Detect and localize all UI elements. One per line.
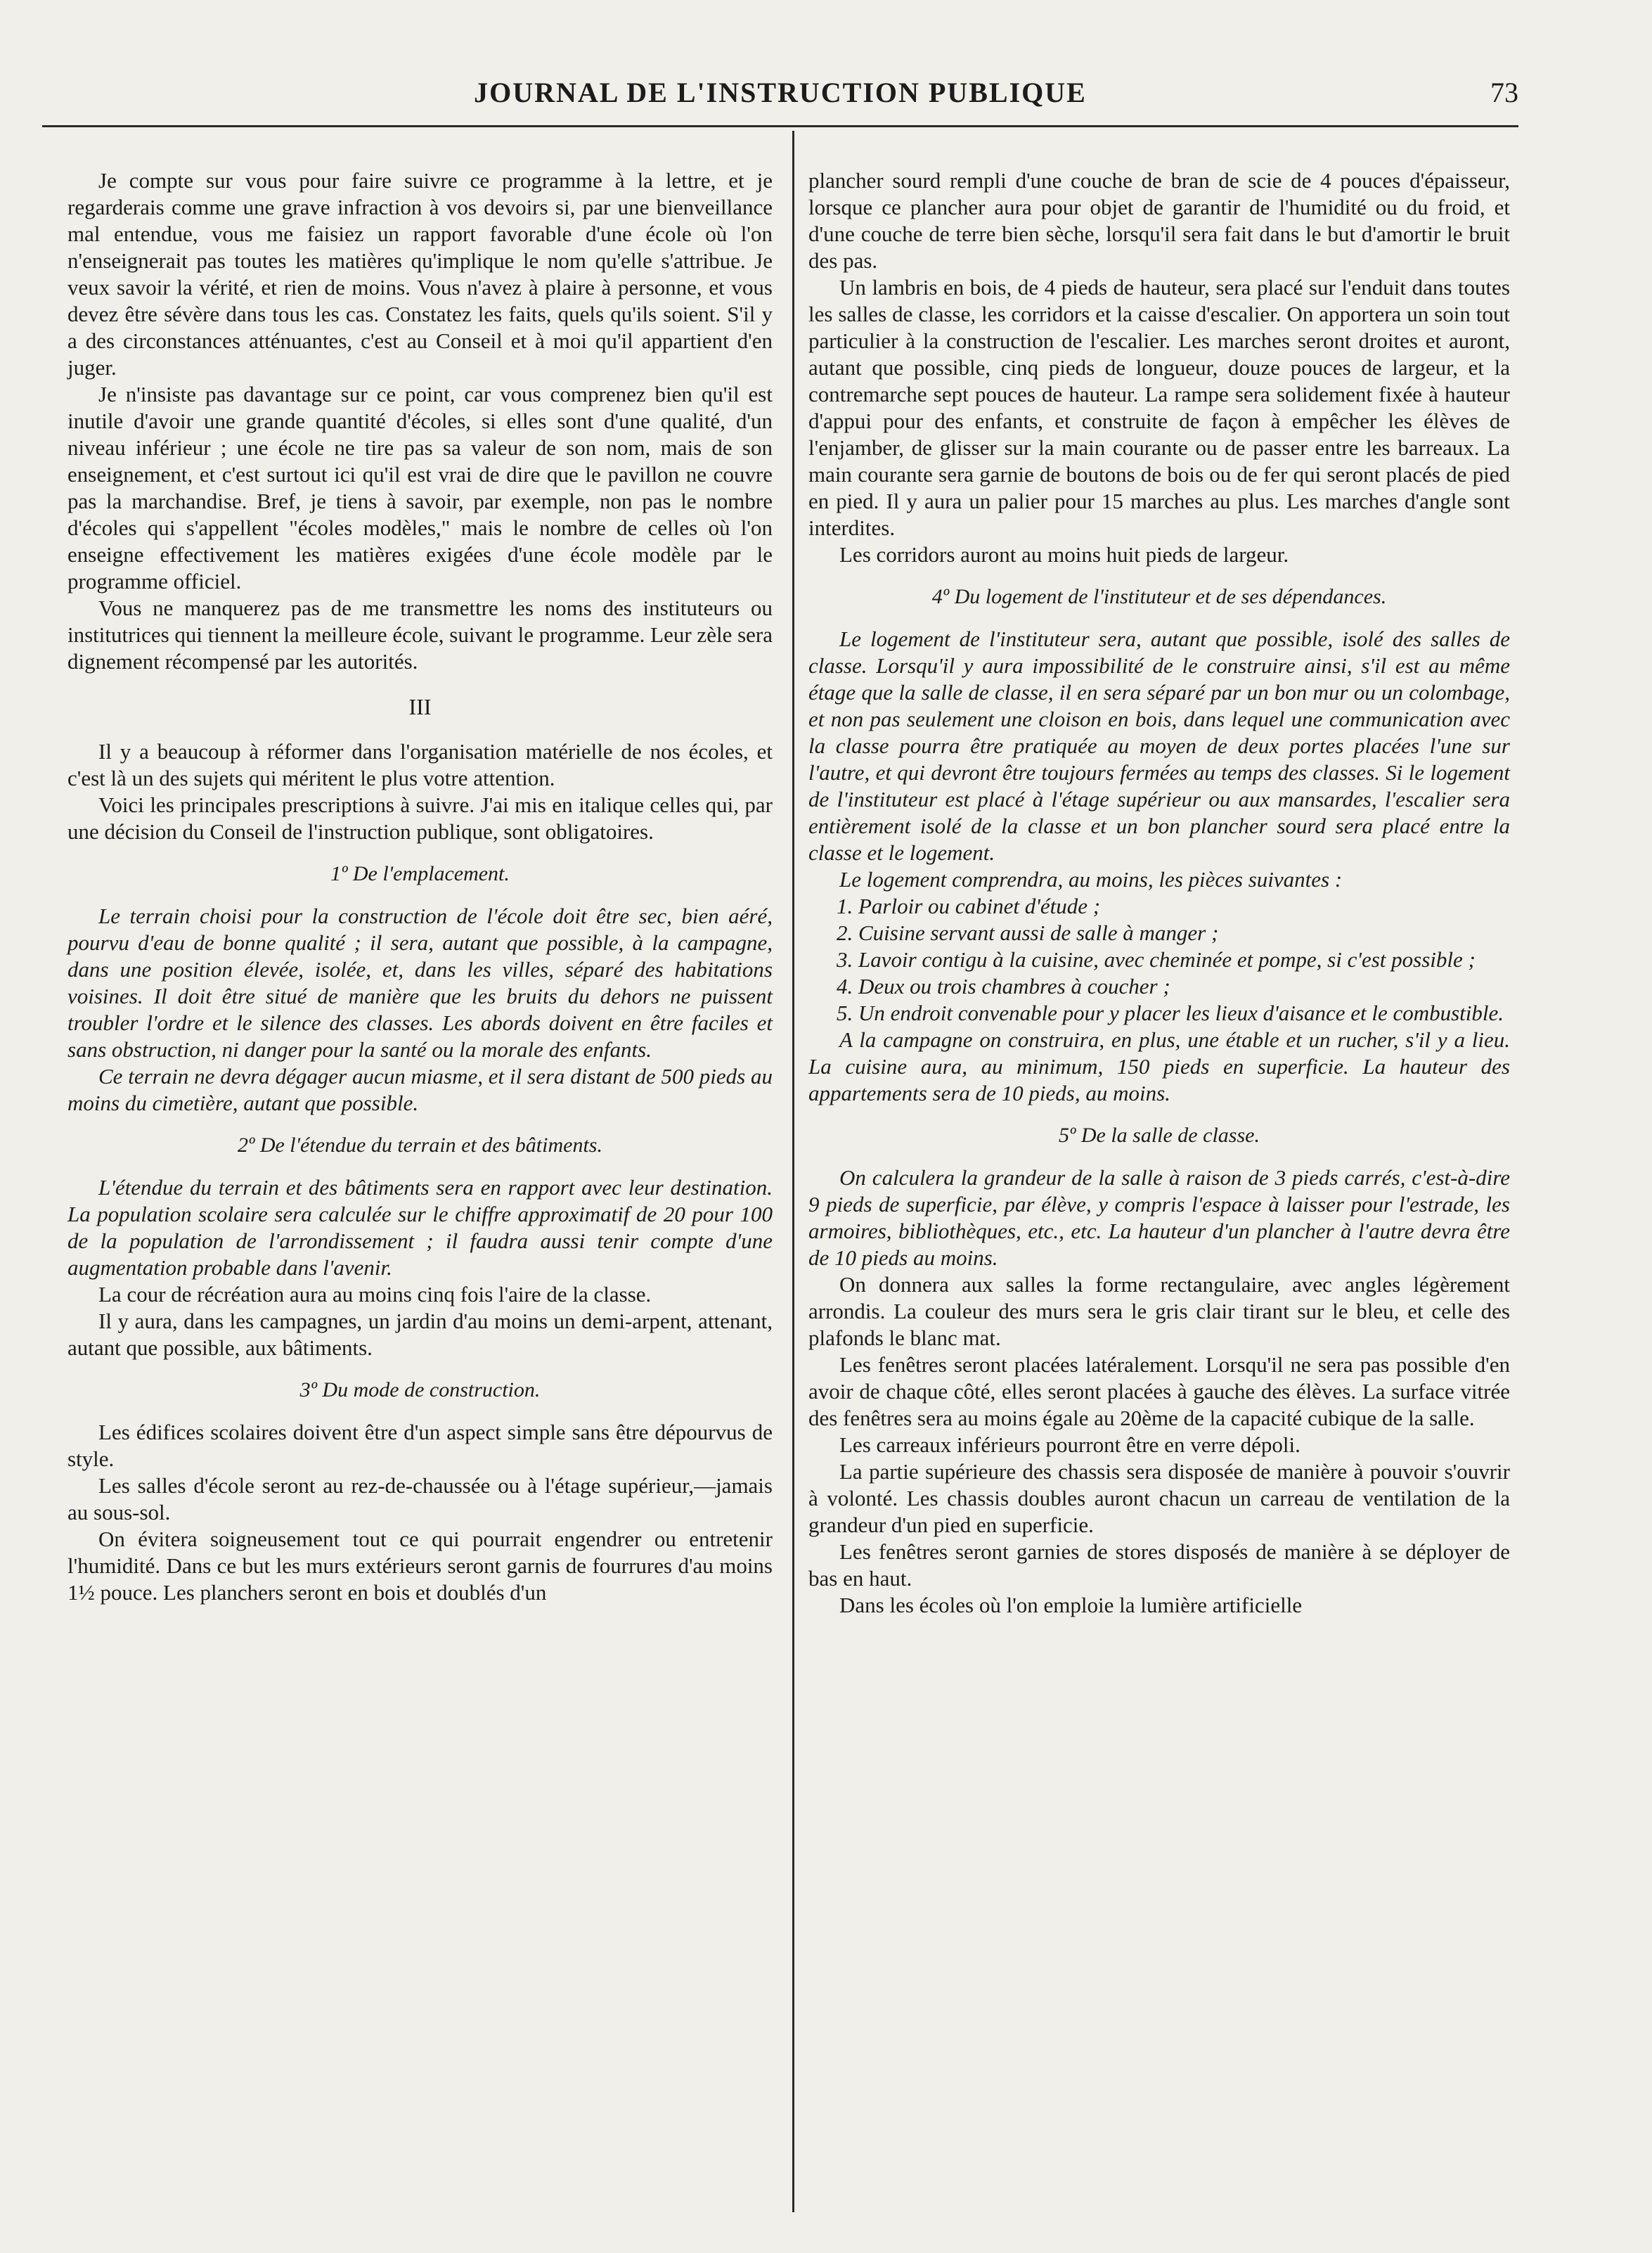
paragraph: Le logement comprendra, au moins, les pièces suivantes : [839, 867, 1343, 892]
paragraph: Il y a beaucoup à réformer dans l'organisation matérielle de nos écoles, et c'est là un des sujets qui méritent le plus votre attention. [67, 739, 773, 790]
paragraph: Dans les écoles où l'on emploie la lumière artificielle [839, 1593, 1303, 1617]
paragraph: On donnera aux salles la forme rectangulaire, avec angles légèrement arrondis. La couleur des murs sera le gris clair tirant sur le bleu, et celle des plafonds le blanc mat. [808, 1272, 1510, 1350]
header-rule [42, 125, 1518, 127]
paragraph: Les corridors auront au moins huit pieds de largeur. [839, 542, 1289, 567]
paragraph: A la campagne on construira, en plus, une étable et un rucher, s'il y a lieu. La cuisine aura, au minimum, 150 pieds en superficie. La hauteur des appartements sera de 10 pieds, au moins. [808, 1027, 1510, 1105]
paragraph: Le terrain choisi pour la construction de l'école doit être sec, bien aéré, pourvu d'eau de bonne qualité ; il sera, autant que possible, à la campagne, dans une position élevée, isolée, et, dans les villes, séparé des habitations voisines. Il doit être situé de manière que les bruits du dehors ne puissent troubler l'ordre et le silence des classes. Les abords doivent en être faciles et sans obstruction, ni danger pour la santé ou la morale des enfants. [67, 904, 773, 1062]
journal-title: JOURNAL DE L'INSTRUCTION PUBLIQUE [474, 77, 1087, 108]
list-item: 4. Deux ou trois chambres à coucher ; [837, 974, 1170, 999]
paragraph: Les fenêtres seront placées latéralement. Lorsqu'il ne sera pas possible d'en avoir de chaque côté, elles seront placées à gauche des élèves. La surface vitrée des fenêtres sera au moins égale au 20ème de la capacité cubique de la salle. [808, 1352, 1510, 1430]
paragraph: On évitera soigneusement tout ce qui pourrait engendrer ou entretenir l'humidité. Dans ce but les murs extérieurs seront garnis de fourrures d'au moins 1½ pouce. Les planchers seront en bois et doublés d'un [67, 1527, 773, 1605]
paragraph: Je n'insiste pas davantage sur ce point, car vous comprenez bien qu'il est inutile d'avoir une grande quantité d'écoles, si elles sont d'une qualité, d'un niveau inférieur ; une école ne tire pas sa valeur de son nom, mais de son enseignement, et c'est surtout ici qu'il est vrai de dire que le pavillon ne couvre pas la marchandise. Bref, je tiens à savoir, par exemple, non pas le nombre d'écoles qui s'appellent "écoles modèles," mais le nombre de celles où l'on enseigne effectivement les matières exigées d'une école modèle par le programme officiel. [67, 382, 773, 593]
running-head [42, 76, 1518, 118]
subsection-heading: 3º Du mode de construction. [299, 1378, 541, 1401]
paragraph: Les édifices scolaires doivent être d'un aspect simple sans être dépourvus de style. [67, 1420, 773, 1471]
paragraph: Le logement de l'instituteur sera, autant que possible, isolé des salles de classe. Lorsqu'il y aura impossibilité de le construire ainsi, s'il est au même étage que la salle de classe, il en sera séparé par un bon mur ou un colombage, et non pas seulement une cloison en bois, dans lequel une communication avec la classe pourra être pratiquée au moyen de deux portes placées l'une sur l'autre, et qui devront être toujours fermées au temps des classes. Si le logement de l'instituteur est placé à l'étage supérieur ou aux mansardes, l'escalier sera entièrement isolé de la classe et un bon plancher sourd sera placé entre la classe et le logement. [808, 627, 1510, 865]
paragraph: Ce terrain ne devra dégager aucun miasme, et il sera distant de 500 pieds au moins du cimetière, autant que possible. [67, 1064, 773, 1115]
paragraph: Il y aura, dans les campagnes, un jardin d'au moins un demi-arpent, attenant, autant que possible, aux bâtiments. [67, 1309, 773, 1360]
list-item: 3. Lavoir contigu à la cuisine, avec cheminée et pompe, si c'est possible ; [837, 947, 1476, 972]
subsection-heading: 5º De la salle de classe. [1059, 1124, 1260, 1147]
paragraph: Voici les principales prescriptions à suivre. J'ai mis en italique celles qui, par une décision du Conseil de l'instruction publique, sont obligatoires. [67, 792, 773, 844]
paragraph: Vous ne manquerez pas de me transmettre les noms des instituteurs ou institutrices qui tiennent la meilleure école, suivant le programme. Leur zèle sera dignement récompensé par les autorités. [67, 596, 773, 674]
section-numeral: III [408, 694, 432, 719]
left-column [67, 167, 773, 1606]
paragraph: Les salles d'école seront au rez-de-chaussée ou à l'étage supérieur,—jamais au sous-sol. [67, 1473, 773, 1525]
paragraph: La partie supérieure des chassis sera disposée de manière à pouvoir s'ouvrir à volonté. Les chassis doubles auront chacun un carreau de ventilation de la grandeur d'un pied en superficie. [808, 1459, 1510, 1537]
list-item: 5. Un endroit convenable pour y placer les lieux d'aisance et le combustible. [837, 1001, 1504, 1025]
paragraph: On calculera la grandeur de la salle à raison de 3 pieds carrés, c'est-à-dire 9 pieds de superficie, par élève, y compris l'espace à laisser pour l'estrade, les armoires, bibliothèques, etc., etc. La hauteur d'un plancher à l'autre devra être de 10 pieds au moins. [808, 1165, 1510, 1270]
page-number: 73 [1490, 77, 1518, 108]
paragraph: Je compte sur vous pour faire suivre ce programme à la lettre, et je regarderais comme une grave infraction à vos devoirs si, par une bienveillance mal entendue, vous me faisiez un rapport favorable d'une école où l'on n'enseignerait pas toutes les matières qu'implique le nom qu'elle s'attribue. Je veux savoir la vérité, et rien de moins. Vous n'avez à plaire à personne, et vous devez être sévère dans tous les cas. Constatez les faits, quels qu'ils soient. S'il y a des circonstances atténuantes, c'est au Conseil et à moi qu'il appartient d'en juger. [67, 168, 773, 380]
paragraph: La cour de récréation aura au moins cinq fois l'aire de la classe. [98, 1282, 652, 1307]
list-item: 1. Parloir ou cabinet d'étude ; [837, 894, 1101, 918]
subsection-heading: 4º Du logement de l'instituteur et de ses dépendances. [931, 585, 1387, 608]
list-item: 2. Cuisine servant aussi de salle à manger ; [837, 920, 1219, 945]
column-divider [792, 131, 794, 2212]
paragraph: plancher sourd rempli d'une couche de bran de scie de 4 pouces d'épaisseur, lorsque ce plancher aura pour objet de garantir de l'humidité ou du froid, et d'une couche de terre bien sèche, lorsqu'il sera fait dans le but d'amortir le bruit des pas. [808, 168, 1510, 273]
subsection-heading: 2º De l'étendue du terrain et des bâtiments. [238, 1134, 602, 1157]
paragraph: Les carreaux inférieurs pourront être en verre dépoli. [839, 1432, 1301, 1457]
paragraph: Les fenêtres seront garnies de stores disposés de manière à se déployer de bas en haut. [808, 1539, 1510, 1591]
paragraph: L'étendue du terrain et des bâtiments sera en rapport avec leur destination. La population scolaire sera calculée sur le chiffre approximatif de 20 pour 100 de la population de l'arrondissement ; il faudra aussi tenir compte d'une augmentation probable dans l'avenir. [67, 1175, 773, 1280]
right-column [808, 167, 1510, 1619]
subsection-heading: 1º De l'emplacement. [330, 862, 510, 885]
paragraph: Un lambris en bois, de 4 pieds de hauteur, sera placé sur l'enduit dans toutes les salles de classe, les corridors et la caisse d'escalier. On apportera un soin tout particulier à la construction de l'escalier. Les marches seront droites et auront, autant que possible, cinq pieds de longueur, douze pouces de largeur, et la contremarche sept pouces de hauteur. La rampe sera solidement fixée à hauteur d'appui pour des enfants, et construite de façon à empêcher les élèves de l'enjamber, de glisser sur la main courante ou de passer entre les barreaux. La main courante sera garnie de boutons de bois ou de fer qui seront placés de pied en pied. Il y aura un palier pour 15 marches au plus. Les marches d'angle sont interdites. [808, 275, 1510, 540]
